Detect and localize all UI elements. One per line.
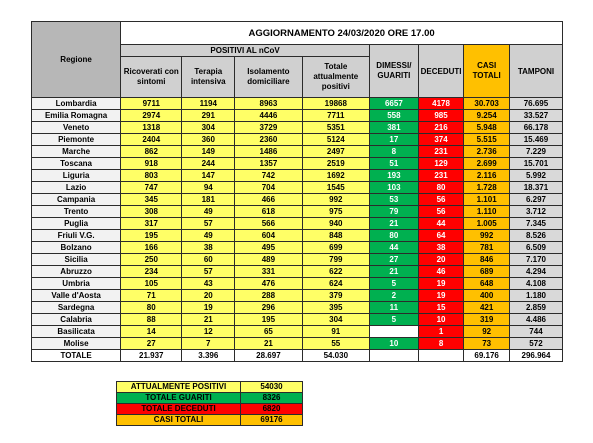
cell-regione: Toscana xyxy=(32,158,121,170)
cell-isolamento: 331 xyxy=(235,266,302,278)
summary-label: CASI TOTALI xyxy=(117,415,241,426)
cell-totale: 7711 xyxy=(302,110,369,122)
cell-ricoverati: 21.937 xyxy=(121,350,182,362)
cell-dimessi: 51 xyxy=(370,158,419,170)
cell-casi: 781 xyxy=(464,242,510,254)
cell-ricoverati: 195 xyxy=(121,230,182,242)
table-row xyxy=(32,206,563,218)
cell-regione: Piemonte xyxy=(32,134,121,146)
cell-tamponi: 4.108 xyxy=(509,278,562,290)
cell-dimessi: 11 xyxy=(370,302,419,314)
cell-dimessi: 8 xyxy=(370,146,419,158)
cell-isolamento: 4446 xyxy=(235,110,302,122)
cell-regione: Veneto xyxy=(32,122,121,134)
cell-ricoverati: 9711 xyxy=(121,98,182,110)
cell-ricoverati: 2404 xyxy=(121,134,182,146)
cell-deceduti: 38 xyxy=(418,242,464,254)
cell-tamponi: 7.229 xyxy=(509,146,562,158)
table-row xyxy=(32,182,563,194)
cell-isolamento: 618 xyxy=(235,206,302,218)
cell-casi: 1.728 xyxy=(464,182,510,194)
cell-totale: 91 xyxy=(302,326,369,338)
cell-isolamento: 489 xyxy=(235,254,302,266)
cell-isolamento: 495 xyxy=(235,242,302,254)
cell-ricoverati: 747 xyxy=(121,182,182,194)
cell-casi: 5.515 xyxy=(464,134,510,146)
cell-casi: 69.176 xyxy=(464,350,510,362)
header-regione: Regione xyxy=(32,22,121,98)
summary-label: ATTUALMENTE POSITIVI xyxy=(117,382,241,393)
cell-isolamento: 742 xyxy=(235,170,302,182)
cell-terapia: 19 xyxy=(182,302,235,314)
cell-totale: 304 xyxy=(302,314,369,326)
cell-terapia: 49 xyxy=(182,230,235,242)
cell-regione: Marche xyxy=(32,146,121,158)
cell-totale: 379 xyxy=(302,290,369,302)
cell-terapia: 304 xyxy=(182,122,235,134)
cell-deceduti: 44 xyxy=(418,218,464,230)
cell-ricoverati: 71 xyxy=(121,290,182,302)
update-title: AGGIORNAMENTO 24/03/2020 ORE 17.00 xyxy=(121,22,563,45)
table-row xyxy=(32,218,563,230)
cell-tamponi: 744 xyxy=(509,326,562,338)
cell-totale: 5351 xyxy=(302,122,369,134)
cell-terapia: 291 xyxy=(182,110,235,122)
cell-tamponi: 7.345 xyxy=(509,218,562,230)
table-row xyxy=(32,170,563,182)
summary-value: 6820 xyxy=(241,404,303,415)
cell-tamponi: 7.170 xyxy=(509,254,562,266)
cell-dimessi: 8.326 xyxy=(370,350,419,362)
covid-data-table xyxy=(31,21,563,362)
cell-dimessi: 6657 xyxy=(370,98,419,110)
cell-regione: Sardegna xyxy=(32,302,121,314)
cell-deceduti: 56 xyxy=(418,194,464,206)
cell-dimessi: 10 xyxy=(370,338,419,350)
table-row xyxy=(32,302,563,314)
header-totale-positivi: Totale attualmente positivi xyxy=(302,57,369,98)
cell-casi: 1.101 xyxy=(464,194,510,206)
cell-isolamento: 28.697 xyxy=(235,350,302,362)
cell-terapia: 21 xyxy=(182,314,235,326)
summary-row xyxy=(117,415,303,426)
cell-dimessi: 193 xyxy=(370,170,419,182)
cell-terapia: 7 xyxy=(182,338,235,350)
cell-tamponi: 66.178 xyxy=(509,122,562,134)
cell-totale: 1692 xyxy=(302,170,369,182)
cell-ricoverati: 166 xyxy=(121,242,182,254)
cell-terapia: 244 xyxy=(182,158,235,170)
cell-deceduti: 19 xyxy=(418,278,464,290)
cell-casi: 689 xyxy=(464,266,510,278)
cell-ricoverati: 105 xyxy=(121,278,182,290)
cell-regione: Valle d'Aosta xyxy=(32,290,121,302)
cell-dimessi: 79 xyxy=(370,206,419,218)
header-tamponi: TAMPONI xyxy=(509,45,562,98)
cell-terapia: 38 xyxy=(182,242,235,254)
cell-deceduti: 10 xyxy=(418,314,464,326)
table-row xyxy=(32,158,563,170)
cell-terapia: 1194 xyxy=(182,98,235,110)
cell-totale: 622 xyxy=(302,266,369,278)
cell-totale: 395 xyxy=(302,302,369,314)
cell-isolamento: 21 xyxy=(235,338,302,350)
cell-isolamento: 704 xyxy=(235,182,302,194)
header-positivi-group: POSITIVI AL nCoV xyxy=(121,45,370,57)
cell-regione: Abruzzo xyxy=(32,266,121,278)
cell-tamponi: 15.469 xyxy=(509,134,562,146)
cell-deceduti: 231 xyxy=(418,146,464,158)
cell-ricoverati: 1318 xyxy=(121,122,182,134)
cell-deceduti: 6.820 xyxy=(418,350,464,362)
cell-tamponi: 2.859 xyxy=(509,302,562,314)
table-row xyxy=(32,122,563,134)
cell-ricoverati: 88 xyxy=(121,314,182,326)
cell-tamponi: 572 xyxy=(509,338,562,350)
cell-isolamento: 65 xyxy=(235,326,302,338)
cell-totale: 848 xyxy=(302,230,369,242)
cell-tamponi: 8.526 xyxy=(509,230,562,242)
cell-casi: 5.948 xyxy=(464,122,510,134)
cell-totale: 940 xyxy=(302,218,369,230)
table-row xyxy=(32,194,563,206)
cell-terapia: 57 xyxy=(182,218,235,230)
cell-tamponi: 33.527 xyxy=(509,110,562,122)
cell-dimessi: 5 xyxy=(370,278,419,290)
cell-terapia: 57 xyxy=(182,266,235,278)
table-row xyxy=(32,110,563,122)
cell-terapia: 3.396 xyxy=(182,350,235,362)
cell-isolamento: 296 xyxy=(235,302,302,314)
cell-regione: Umbria xyxy=(32,278,121,290)
cell-terapia: 149 xyxy=(182,146,235,158)
cell-casi: 73 xyxy=(464,338,510,350)
cell-ricoverati: 317 xyxy=(121,218,182,230)
cell-totale: 992 xyxy=(302,194,369,206)
cell-casi: 400 xyxy=(464,290,510,302)
cell-deceduti: 985 xyxy=(418,110,464,122)
header-isolamento: Isolamento domiciliare xyxy=(235,57,302,98)
cell-dimessi: 53 xyxy=(370,194,419,206)
cell-dimessi: 103 xyxy=(370,182,419,194)
cell-totale: 624 xyxy=(302,278,369,290)
cell-totale: 19868 xyxy=(302,98,369,110)
cell-totale: 54.030 xyxy=(302,350,369,362)
cell-casi: 2.736 xyxy=(464,146,510,158)
table-row xyxy=(32,266,563,278)
cell-isolamento: 566 xyxy=(235,218,302,230)
header-casi-totali: CASI TOTALI xyxy=(464,45,510,98)
cell-deceduti: 46 xyxy=(418,266,464,278)
cell-casi: 92 xyxy=(464,326,510,338)
cell-terapia: 43 xyxy=(182,278,235,290)
cell-regione: Emilia Romagna xyxy=(32,110,121,122)
cell-regione: Basilicata xyxy=(32,326,121,338)
cell-regione: Friuli V.G. xyxy=(32,230,121,242)
cell-casi: 421 xyxy=(464,302,510,314)
cell-terapia: 60 xyxy=(182,254,235,266)
cell-casi: 992 xyxy=(464,230,510,242)
cell-dimessi: 17 xyxy=(370,134,419,146)
cell-isolamento: 1486 xyxy=(235,146,302,158)
summary-value: 69176 xyxy=(241,415,303,426)
cell-regione: Trento xyxy=(32,206,121,218)
cell-deceduti: 20 xyxy=(418,254,464,266)
table-row xyxy=(32,254,563,266)
cell-casi: 2.699 xyxy=(464,158,510,170)
cell-casi: 648 xyxy=(464,278,510,290)
cell-isolamento: 288 xyxy=(235,290,302,302)
cell-totale: 55 xyxy=(302,338,369,350)
cell-deceduti: 216 xyxy=(418,122,464,134)
cell-terapia: 49 xyxy=(182,206,235,218)
table-row xyxy=(32,338,563,350)
cell-deceduti: 15 xyxy=(418,302,464,314)
table-row xyxy=(32,230,563,242)
cell-casi: 2.116 xyxy=(464,170,510,182)
cell-dimessi: 21 xyxy=(370,266,419,278)
table-row xyxy=(32,242,563,254)
cell-deceduti: 231 xyxy=(418,170,464,182)
cell-dimessi: 21 xyxy=(370,218,419,230)
cell-ricoverati: 918 xyxy=(121,158,182,170)
cell-regione: Lazio xyxy=(32,182,121,194)
cell-ricoverati: 308 xyxy=(121,206,182,218)
cell-totale: 5124 xyxy=(302,134,369,146)
cell-ricoverati: 250 xyxy=(121,254,182,266)
cell-tamponi: 4.294 xyxy=(509,266,562,278)
table-row xyxy=(32,134,563,146)
cell-ricoverati: 80 xyxy=(121,302,182,314)
table-body xyxy=(32,98,563,362)
total-row xyxy=(32,350,563,362)
cell-terapia: 20 xyxy=(182,290,235,302)
cell-isolamento: 8963 xyxy=(235,98,302,110)
table-row xyxy=(32,278,563,290)
cell-deceduti: 4178 xyxy=(418,98,464,110)
cell-isolamento: 476 xyxy=(235,278,302,290)
header-ricoverati: Ricoverati con sintomi xyxy=(121,57,182,98)
cell-dimessi: 381 xyxy=(370,122,419,134)
summary-value: 54030 xyxy=(241,382,303,393)
cell-isolamento: 3729 xyxy=(235,122,302,134)
cell-tamponi: 18.371 xyxy=(509,182,562,194)
table-row xyxy=(32,290,563,302)
cell-dimessi: 558 xyxy=(370,110,419,122)
cell-casi: 30.703 xyxy=(464,98,510,110)
summary-row xyxy=(117,404,303,415)
cell-totale: 2519 xyxy=(302,158,369,170)
cell-terapia: 94 xyxy=(182,182,235,194)
cell-tamponi: 15.701 xyxy=(509,158,562,170)
cell-regione: Molise xyxy=(32,338,121,350)
cell-totale: 2497 xyxy=(302,146,369,158)
cell-regione: Lombardia xyxy=(32,98,121,110)
cell-regione: Puglia xyxy=(32,218,121,230)
cell-tamponi: 6.509 xyxy=(509,242,562,254)
summary-row xyxy=(117,393,303,404)
cell-tamponi: 4.486 xyxy=(509,314,562,326)
cell-isolamento: 2360 xyxy=(235,134,302,146)
table-row xyxy=(32,314,563,326)
cell-deceduti: 1 xyxy=(418,326,464,338)
cell-ricoverati: 234 xyxy=(121,266,182,278)
cell-tamponi: 76.695 xyxy=(509,98,562,110)
cell-isolamento: 604 xyxy=(235,230,302,242)
cell-ricoverati: 862 xyxy=(121,146,182,158)
table-row xyxy=(32,146,563,158)
header-deceduti: DECEDUTI xyxy=(418,45,464,98)
cell-regione: Campania xyxy=(32,194,121,206)
cell-ricoverati: 14 xyxy=(121,326,182,338)
cell-totale: 799 xyxy=(302,254,369,266)
header-terapia: Terapia intensiva xyxy=(182,57,235,98)
cell-deceduti: 80 xyxy=(418,182,464,194)
cell-regione: Sicilia xyxy=(32,254,121,266)
table-row xyxy=(32,326,563,338)
cell-casi: 1.005 xyxy=(464,218,510,230)
cell-casi: 1.110 xyxy=(464,206,510,218)
cell-regione: Calabria xyxy=(32,314,121,326)
cell-isolamento: 1357 xyxy=(235,158,302,170)
cell-dimessi: 80 xyxy=(370,230,419,242)
cell-regione: TOTALE xyxy=(32,350,121,362)
cell-tamponi: 6.297 xyxy=(509,194,562,206)
cell-casi: 319 xyxy=(464,314,510,326)
cell-isolamento: 195 xyxy=(235,314,302,326)
cell-tamponi: 1.180 xyxy=(509,290,562,302)
cell-dimessi: 2 xyxy=(370,290,419,302)
cell-ricoverati: 2974 xyxy=(121,110,182,122)
summary-value: 8326 xyxy=(241,393,303,404)
cell-deceduti: 64 xyxy=(418,230,464,242)
cell-deceduti: 19 xyxy=(418,290,464,302)
summary-table xyxy=(116,381,303,426)
cell-totale: 975 xyxy=(302,206,369,218)
table-row xyxy=(32,98,563,110)
cell-isolamento: 466 xyxy=(235,194,302,206)
summary-label: TOTALE DECEDUTI xyxy=(117,404,241,415)
cell-terapia: 12 xyxy=(182,326,235,338)
cell-ricoverati: 803 xyxy=(121,170,182,182)
cell-tamponi: 296.964 xyxy=(509,350,562,362)
cell-ricoverati: 345 xyxy=(121,194,182,206)
cell-totale: 699 xyxy=(302,242,369,254)
cell-regione: Liguria xyxy=(32,170,121,182)
summary-row xyxy=(117,382,303,393)
summary-label: TOTALE GUARITI xyxy=(117,393,241,404)
cell-deceduti: 374 xyxy=(418,134,464,146)
cell-regione: Bolzano xyxy=(32,242,121,254)
cell-deceduti: 8 xyxy=(418,338,464,350)
header-dimessi: DIMESSI/ GUARITI xyxy=(370,45,419,98)
cell-terapia: 147 xyxy=(182,170,235,182)
cell-casi: 846 xyxy=(464,254,510,266)
cell-dimessi: 27 xyxy=(370,254,419,266)
cell-deceduti: 129 xyxy=(418,158,464,170)
cell-dimessi xyxy=(370,326,419,338)
cell-tamponi: 5.992 xyxy=(509,170,562,182)
cell-terapia: 360 xyxy=(182,134,235,146)
cell-terapia: 181 xyxy=(182,194,235,206)
cell-dimessi: 44 xyxy=(370,242,419,254)
cell-dimessi: 5 xyxy=(370,314,419,326)
cell-casi: 9.254 xyxy=(464,110,510,122)
cell-deceduti: 56 xyxy=(418,206,464,218)
cell-tamponi: 3.712 xyxy=(509,206,562,218)
cell-ricoverati: 27 xyxy=(121,338,182,350)
cell-totale: 1545 xyxy=(302,182,369,194)
